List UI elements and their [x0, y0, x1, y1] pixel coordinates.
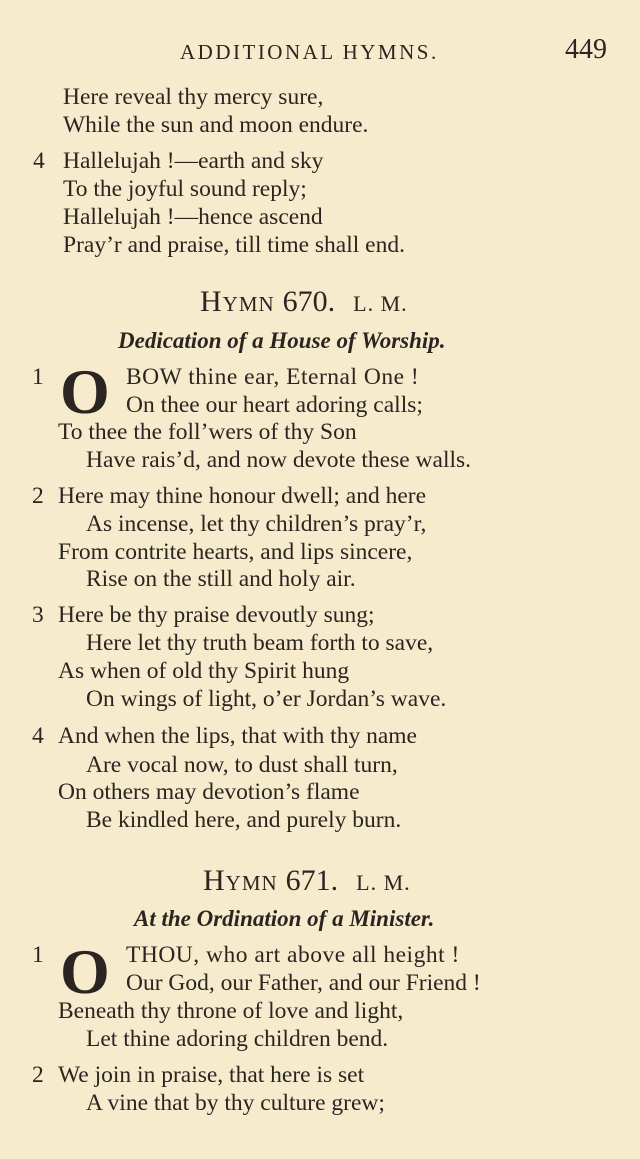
verse-line: As when of old thy Spirit hung [58, 658, 350, 684]
hymn-word: Hymn [200, 285, 275, 318]
verse-line: Be kindled here, and purely burn. [86, 807, 402, 833]
verse-line: Let thine adoring children bend. [86, 1026, 389, 1052]
verse-line: From contrite hearts, and lips sincere, [58, 539, 413, 565]
verse-line: BOW thine ear, Eternal One ! [126, 364, 420, 390]
verse-line: Pray’r and praise, till time shall end. [63, 232, 405, 258]
verse-line: And when the lips, that with thy name [58, 723, 417, 749]
running-title: ADDITIONAL HYMNS. [180, 40, 439, 64]
page-number: 449 [565, 34, 607, 65]
verse-number: 2 [32, 483, 44, 509]
verse-number: 2 [32, 1062, 44, 1088]
verse-line: To the joyful sound reply; [63, 176, 307, 202]
verse-number: 4 [32, 723, 44, 749]
hymn-671-subtitle: At the Ordination of a Minister. [134, 906, 435, 931]
verse-line: Beneath thy throne of love and light, [58, 998, 404, 1024]
verse-line: On wings of light, o’er Jordan’s wave. [86, 686, 447, 712]
hymn-670-title [200, 285, 408, 319]
verse-line: Here be thy praise devoutly sung; [58, 602, 375, 628]
verse-line: Here may thine honour dwell; and here [58, 483, 427, 509]
verse-line: Here let thy truth beam forth to save, [86, 630, 434, 656]
verse-line: Are vocal now, to dust shall turn, [86, 752, 398, 778]
verse-number: 1 [32, 942, 44, 968]
verse-line: THOU, who art above all height ! [126, 942, 460, 968]
verse-line: Hallelujah !—earth and sky [63, 148, 324, 174]
verse-line: Hallelujah !—hence ascend [63, 204, 323, 230]
verse-line: Here reveal thy mercy sure, [63, 84, 324, 110]
verse-number: 1 [32, 364, 44, 390]
verse-number: 3 [32, 602, 44, 628]
verse-line: A vine that by thy culture grew; [86, 1090, 385, 1116]
verse-line: As incense, let thy children’s pray’r, [86, 511, 427, 537]
verse-line: To thee the foll’wers of thy Son [58, 419, 357, 445]
verse-line: On others may devotion’s flame [58, 779, 360, 805]
verse-line: Rise on the still and holy air. [86, 566, 356, 592]
verse-line: Our God, our Father, and our Friend ! [126, 970, 481, 996]
verse-line: While the sun and moon endure. [63, 112, 369, 138]
drop-cap: O [60, 356, 110, 427]
hymn-number: 670. [282, 285, 336, 318]
hymn-meter: L. M. [356, 870, 411, 895]
verse-number: 4 [33, 148, 45, 174]
verse-line: Have rais’d, and now devote these walls. [86, 447, 472, 473]
hymn-number: 671. [285, 864, 339, 897]
hymn-meter: L. M. [353, 291, 408, 316]
verse-line: On thee our heart adoring calls; [126, 392, 423, 418]
hymn-670-subtitle: Dedication of a House of Worship. [118, 328, 446, 353]
drop-cap: O [60, 936, 110, 1007]
hymn-671-title [203, 864, 411, 898]
verse-line: We join in praise, that here is set [58, 1062, 365, 1088]
hymn-word: Hymn [203, 864, 278, 897]
